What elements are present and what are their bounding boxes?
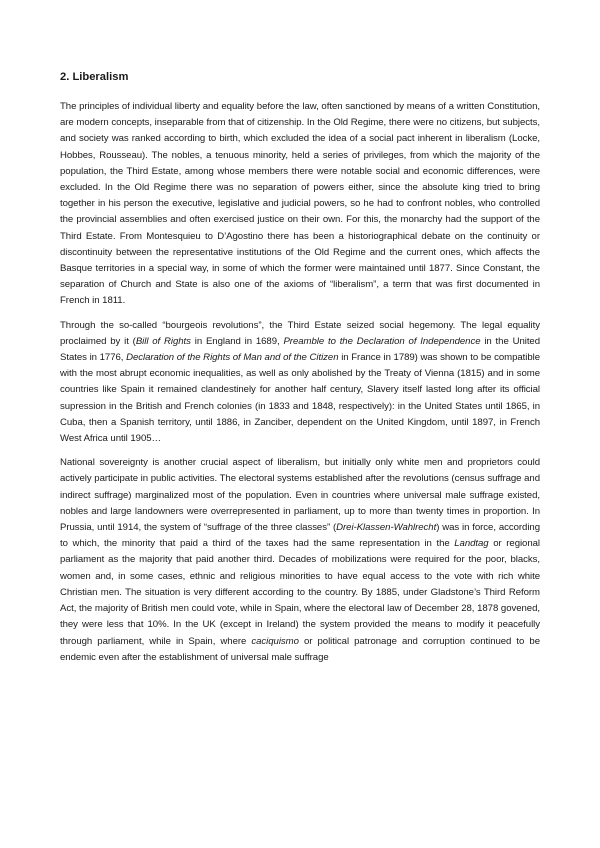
- paragraph-text: ) was in force, according to which, the minority that paid a third of the taxes had the same representation in the: [60, 522, 540, 550]
- paragraph-bourgeois-revolutions: [60, 318, 540, 448]
- paragraph-text: The principles of individual liberty and equality before the law, often sanctioned by means of a written Constitution, are modern concepts, inseparable from that of citizenship. In the Old Regime, there were no citizens, but subjects, and society was ranked according to birth, which excluded the idea of a social pact inherent in liberalism (Locke, Hobbes, Rousseau). The nobles, a tenuous minority, held a series of privileges, from which the majority of the population, the Third Estate, among whose members there were notable social and economic differences, were excluded. In the Old Regime there was no separation of powers either, since the absolute king tried to bring together in his person the executive, legislative and judicial powers, so he had to confront nobles, who controlled the provincial assemblies and often exercised justice on their own. For this, the monarchy had the support of the Third Estate. From Montesquieu to D’Agostino there has been a historiographical debate on the continuity or discontinuity between the representative institutions of the Old Regime and the current ones, which affects the Basque territories in a special way, in some of which the former were maintained until 1877. Since Constant, the separation of Church and State is also one of the axioms of “liberalism”, a term that was first documented in French in 1811.: [60, 101, 540, 307]
- paragraph-text: in England in 1689,: [190, 335, 284, 347]
- italic-term: Landtag: [454, 538, 489, 550]
- paragraph-text: or regional parliament as the majority that paid another third. Decades of mobilizations were required for the poor, blacks, women and, in some cases, ethnic and religious minorities to have equal access to the vote with rich white Christian men. The situation is very different according to the country. By 1885, under Gladstone’s Third Reform Act, the majority of British men could vote, while in Spain, where the electoral law of December 28, 1878 govened, they were less that 10%. In the UK (except in Ireland) the system provided the means to modify it peacefully through parliament, while in Spain, where: [60, 538, 540, 647]
- paragraph-text: in France in 1789) was shown to be compatible with the most abrupt economic inequalities, as well as only abolished by the Treaty of Vienna (1815) and in some countries like Spain it remained clandestinely for another half century, Slavery itself lasted long after its official supression in the British and French colonies (in 1833 and 1848, respectively): in the United States until 1865, in Cuba, then a Spanish territory, until 1886, in Zanciber, dependent on the United Kingdom, until 1897, in French West Africa until 1905…: [60, 352, 540, 445]
- italic-term: Drei-Klassen-Wahlrecht: [336, 522, 437, 534]
- paragraph-text: or political patronage and corruption continued to be endemic even after the establishment of universal male suffrage: [60, 635, 540, 663]
- paragraph-text: National sovereignty is another crucial aspect of liberalism, but initially only white men and proprietors could actively participate in public activities. The electoral systems established after the revolutions (census suffrage and indirect suffrage) marginalized most of the population. Even in countries where universal male suffrage existed, nobles and large landowners were overrepresented in parliament, up to more than twenty times in proportion. In Prussia, until 1914, the system of “suffrage of the three classes” (: [60, 457, 540, 534]
- italic-title: Bill of Rights: [135, 335, 191, 347]
- document-page: [60, 68, 540, 674]
- italic-title: Preamble to the Declaration of Independence: [283, 335, 481, 347]
- paragraph-text: Through the so-called “bourgeois revolutions”, the Third Estate seized social hegemony. The legal equality proclaimed by it (: [60, 319, 540, 347]
- paragraph-text: in the United States in 1776,: [60, 335, 541, 364]
- italic-title: Declaration of the Rights of Man and of the Citizen: [126, 352, 339, 364]
- section-heading: 2. Liberalism: [60, 71, 129, 83]
- paragraph-national-sovereignty: [60, 455, 540, 666]
- paragraph-old-regime: [60, 99, 540, 310]
- italic-term: caciquismo: [251, 635, 299, 647]
